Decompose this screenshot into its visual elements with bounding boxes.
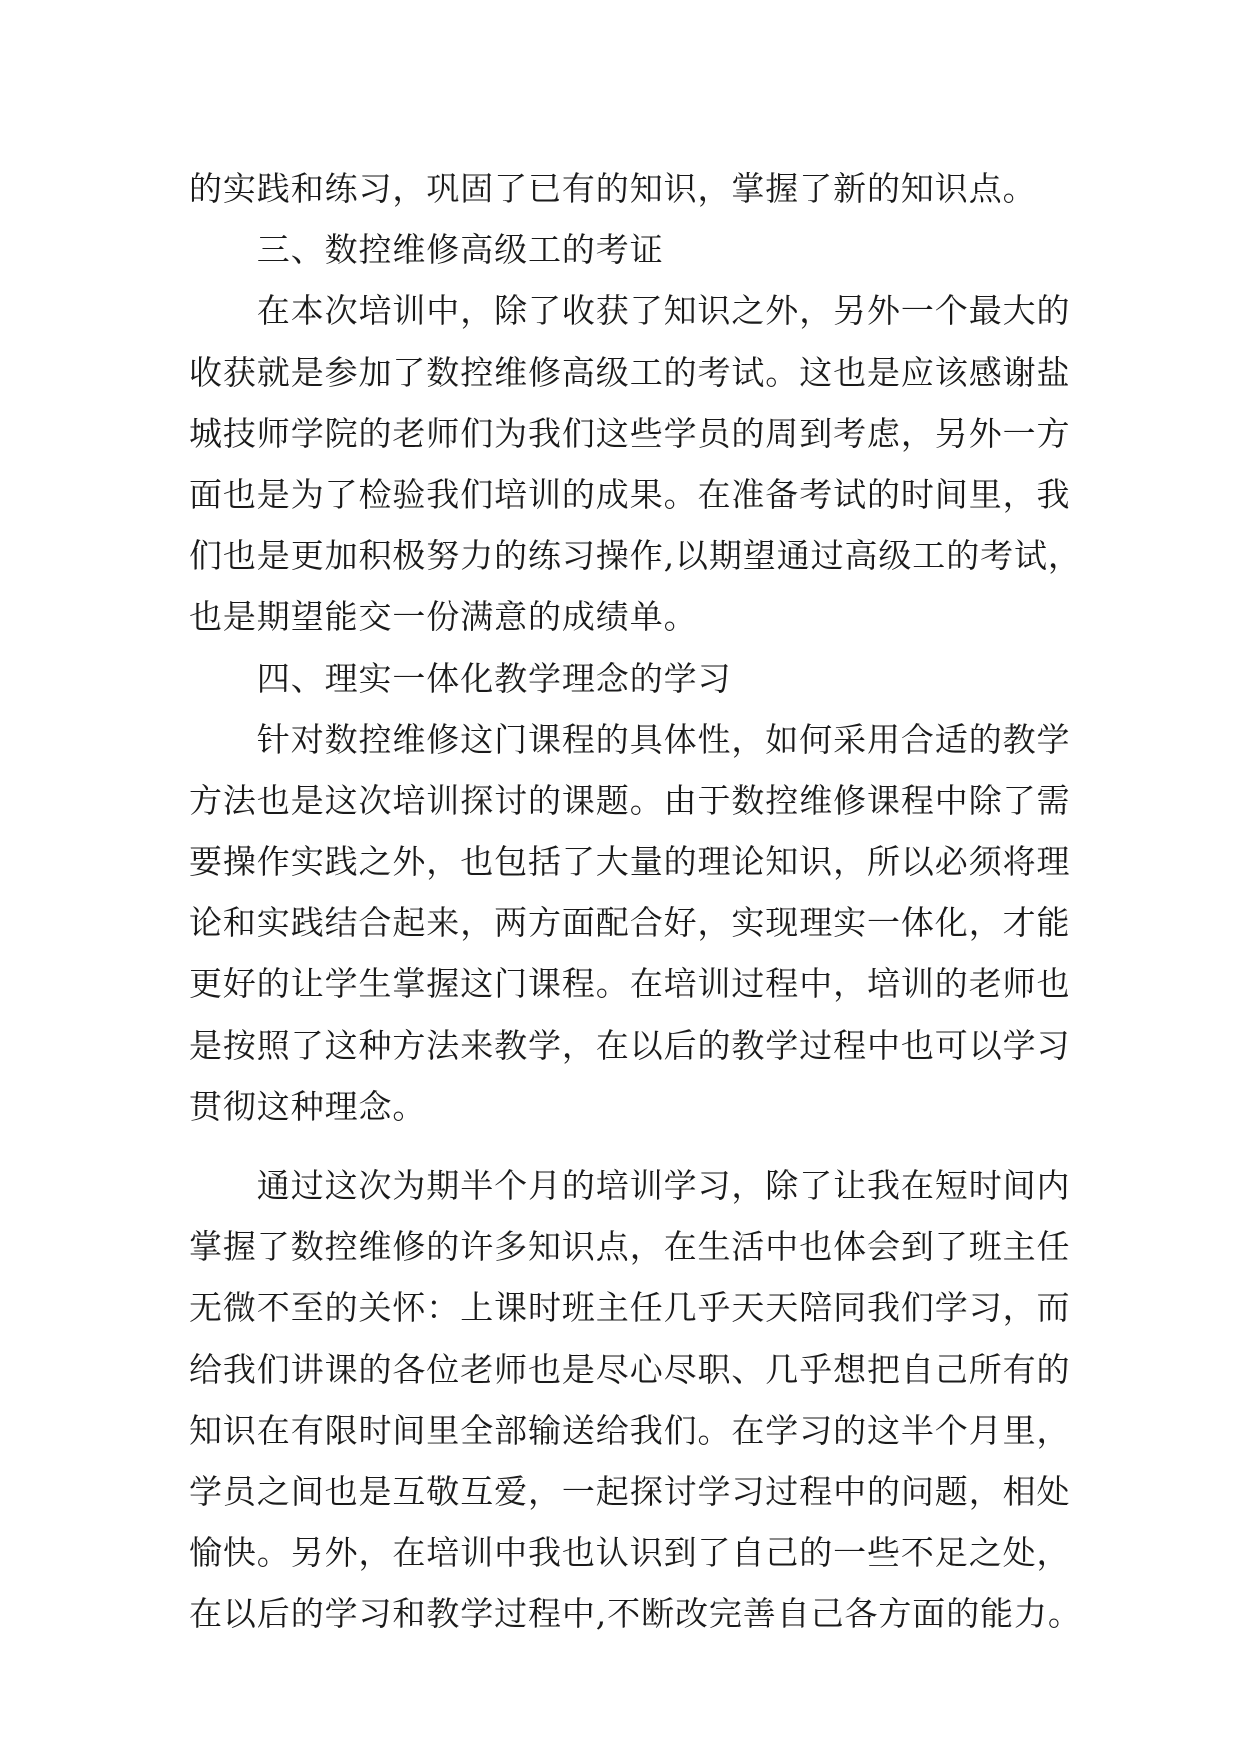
- text-line: 面也是为了检验我们培训的成果。在准备考试的时间里，我: [189, 474, 1071, 514]
- text-line: 城技师学院的老师们为我们这些学员的周到考虑，另外一方: [189, 413, 1071, 453]
- text-line: 贯彻这种理念。: [189, 1086, 427, 1126]
- paragraph-gap: [189, 1137, 1059, 1155]
- text-line: 们也是更加积极努力的练习操作,以期望通过高级工的考试，: [189, 536, 1082, 576]
- text-line: 在本次培训中，除了收获了知识之外，另外一个最大的: [189, 291, 1071, 331]
- section-heading: 三、数控维修高级工的考证: [189, 230, 664, 270]
- text-line: 更好的让学生掌握这门课程。在培训过程中，培训的老师也: [189, 964, 1071, 1004]
- text-line: 的实践和练习，巩固了已有的知识，掌握了新的知识点。: [189, 169, 1037, 208]
- text-line: 愉快。另外，在培训中我也认识到了自己的一些不足之处，: [189, 1533, 1071, 1573]
- text-line: 论和实践结合起来，两方面配合好，实现理实一体化，才能: [189, 903, 1071, 943]
- text-line: 方法也是这次培训探讨的课题。由于数控维修课程中除了需: [189, 780, 1071, 820]
- text-line: 通过这次为期半个月的培训学习，除了让我在短时间内: [189, 1166, 1071, 1205]
- text-line: 在以后的学习和教学过程中,不断改完善自己各方面的能力。: [189, 1594, 1082, 1634]
- text-line: 知识在有限时间里全部输送给我们。在学习的这半个月里，: [189, 1410, 1071, 1450]
- text-line: 给我们讲课的各位老师也是尽心尽职、几乎想把自己所有的: [189, 1349, 1071, 1389]
- text-line: 收获就是参加了数控维修高级工的考试。这也是应该感谢盐: [189, 352, 1071, 392]
- section-heading: 四、理实一体化教学理念的学习: [189, 658, 732, 698]
- body-text: [189, 158, 1082, 1645]
- text-line: 要操作实践之外，也包括了大量的理论知识，所以必须将理: [189, 842, 1071, 882]
- text-line: 掌握了数控维修的许多知识点，在生活中也体会到了班主任: [189, 1227, 1071, 1267]
- text-line: 是按照了这种方法来教学，在以后的教学过程中也可以学习: [189, 1025, 1071, 1065]
- text-line: 也是期望能交一份满意的成绩单。: [189, 597, 698, 637]
- text-line: 针对数控维修这门课程的具体性，如何采用合适的教学: [189, 719, 1071, 759]
- text-line: 学员之间也是互敬互爱，一起探讨学习过程中的问题，相处: [189, 1471, 1071, 1511]
- text-line: 无微不至的关怀：上课时班主任几乎天天陪同我们学习，而: [189, 1288, 1071, 1328]
